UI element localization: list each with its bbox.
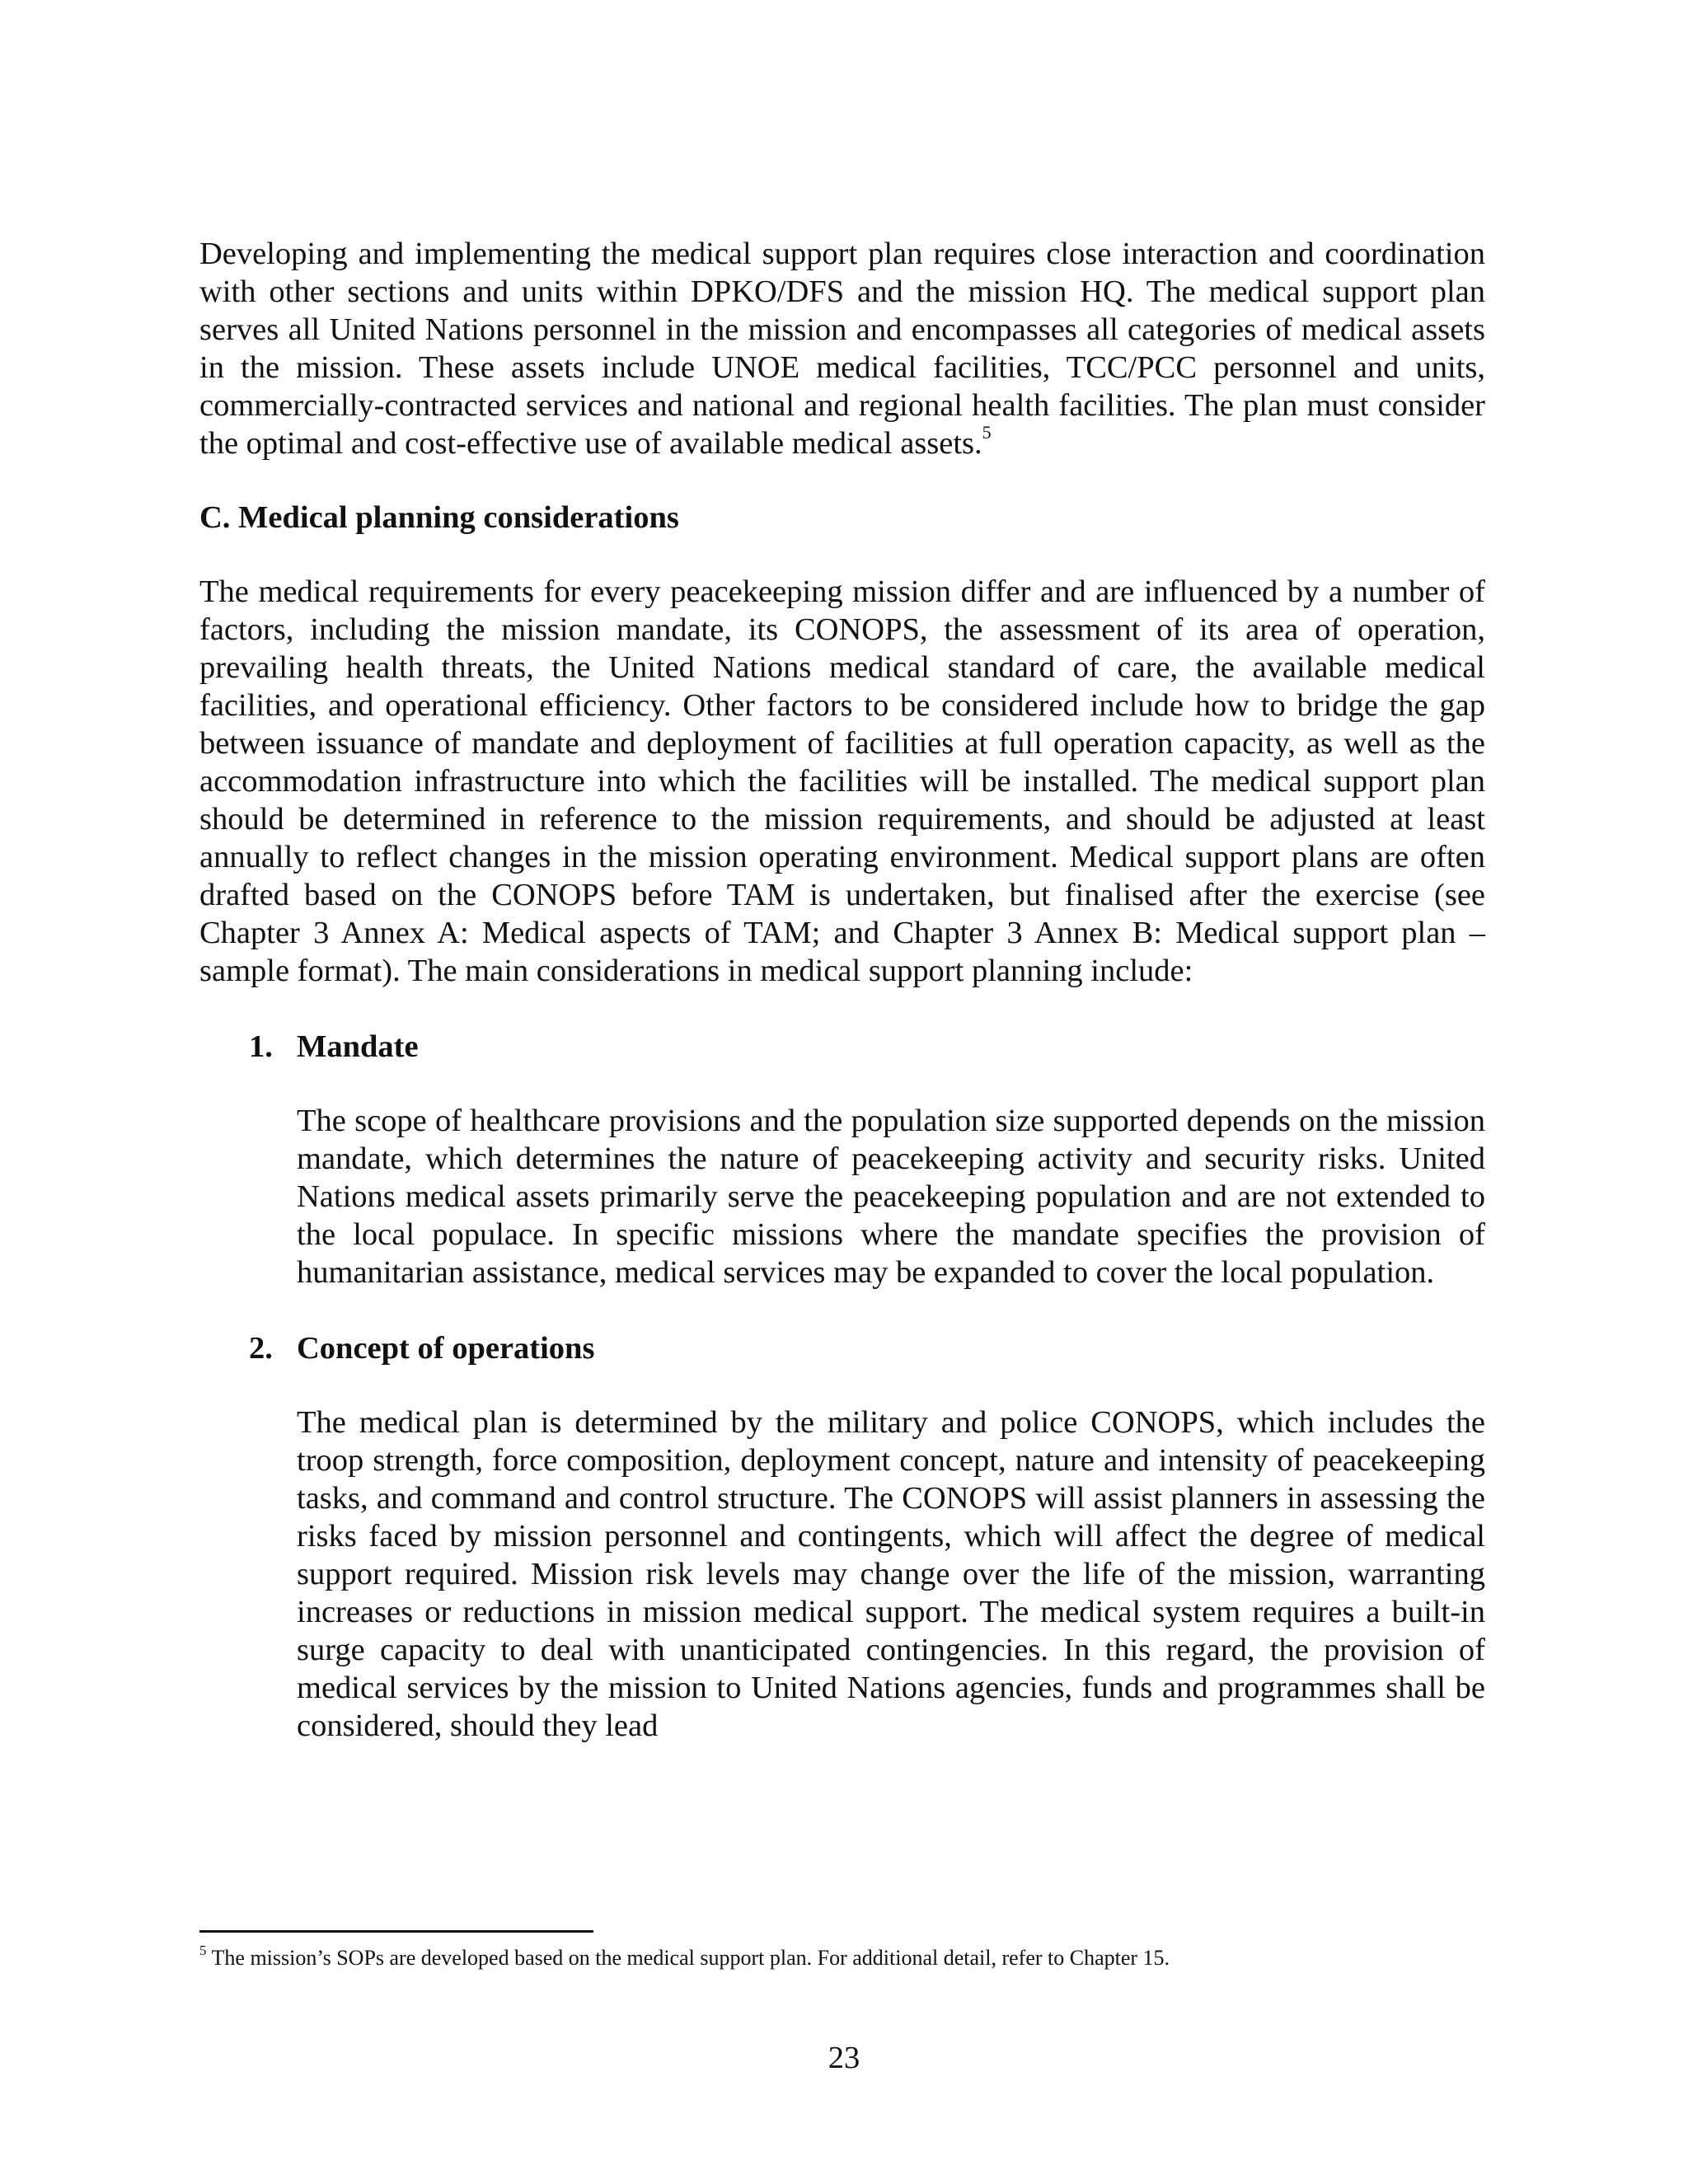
section-c-paragraph: The medical requirements for every peacekeeping mission differ and are influenced by a number of factors, including the mission mandate, its CONOPS, the assessment of its area of operation, prevailing health threats, the United Nations medical standard of care, the available medical facilities, and operational efficiency. Other factors to be considered include how to bridge the gap between issuance of mandate and deployment of facilities at full operation capacity, as well as the accommodation infrastructure into which the facilities will be installed. The medical support plan should be determined in reference to the mission requirements, and should be adjusted at least annually to reflect changes in the mission operating environment. Medical support plans are often drafted based on the CONOPS before TAM is undertaken, but finalised after the exercise (see Chapter 3 Annex A: Medical aspects of TAM; and Chapter 3 Annex B: Medical support plan – sample format). The main considerations in medical support planning include:	[199, 574, 1485, 988]
subsection-heading	[249, 1329, 1485, 1367]
subsection-mandate	[249, 1028, 1485, 1291]
subsection-text: The medical plan is determined by the military and police CONOPS, which includes the troop strength, force composition, deployment concept, nature and intensity of peacekeeping tasks, and command and control structure. The CONOPS will assist planners in assessing the risks faced by mission personnel and contingents, which will affect the degree of medical support required. Mission risk levels may change over the life of the mission, warranting increases or reductions in mission medical support. The medical system requires a built-in surge capacity to deal with unanticipated contingencies. In this regard, the provision of medical services by the mission to United Nations agencies, funds and programmes shall be considered, should they lead	[297, 1405, 1485, 1743]
subsection-title: Mandate	[297, 1029, 419, 1064]
footnote-ref-5[interactable]: 5	[982, 422, 992, 443]
intro-paragraph-text: Developing and implementing the medical support plan requires close interaction and coordination with other sections and units within DPKO/DFS and the mission HQ. The medical support plan serves all United Nations personnel in the mission and encompasses all categories of medical assets in the mission. These assets include UNOE medical facilities, TCC/PCC personnel and units, commercially-contracted services and national and regional health facilities. The plan must consider the optimal and cost-effective use of available medical assets.	[199, 237, 1485, 461]
footnote-separator	[199, 1930, 593, 1933]
section-c-heading: C. Medical planning considerations	[199, 500, 679, 535]
subsection-heading	[249, 1028, 1485, 1066]
subsection-text: The scope of healthcare provisions and the population size supported depends on the mission mandate, which determines the nature of peacekeeping activity and security risks. United Nations medical assets primarily serve the peacekeeping population and are not extended to the local populace. In specific missions where the mandate specifies the provision of humanitarian assistance, medical services may be expanded to cover the local population.	[297, 1104, 1485, 1290]
subsection-concept-of-operations	[249, 1329, 1485, 1745]
subsection-number: 2.	[249, 1331, 273, 1366]
subsection-number: 1.	[249, 1029, 273, 1064]
page-body	[199, 235, 1485, 1745]
subsection-title: Concept of operations	[297, 1331, 595, 1366]
footnote-text: The mission’s SOPs are developed based on the medical support plan. For additional detail, refer to Chapter 15.	[206, 1946, 1170, 1970]
page-number: 23	[828, 2041, 860, 2075]
footnote-5	[199, 1945, 1485, 1971]
footnote-marker: 5	[199, 1943, 207, 1959]
intro-paragraph	[199, 235, 1485, 462]
